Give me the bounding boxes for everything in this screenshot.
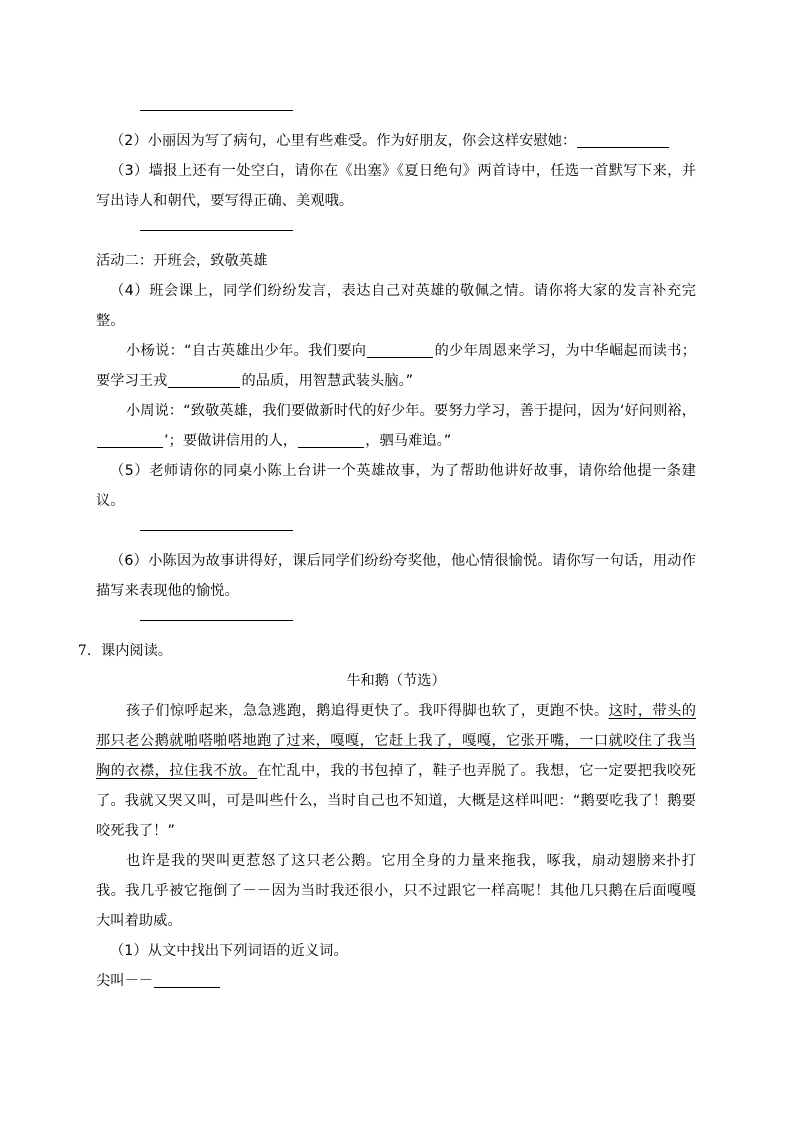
question-7-title: 课内阅读。: [101, 643, 172, 659]
question-2-text: （2）小丽因为写了病句，心里有些难受。作为好朋友，你会这样安慰她：: [110, 133, 577, 149]
answer-blank-xiaoyang-2[interactable]: [168, 387, 240, 388]
speech-xiaoyang-part2: 的少年周恩来学习，为中华崛起而读书；要学习王戎: [96, 343, 696, 389]
question-2: [96, 126, 696, 156]
passage-p1-pre: 孩子们惊呼起来，急急逃跑，鹅追得更快了。我吓得脚也软了，更跑不快。: [126, 703, 609, 719]
passage-p1-underlined: 这时，带头的那只老公鹅就啪嗒啪嗒地跑了过来，嘎嘎，它赶上我了，嘎嘎，它张开嘴，一口就咬住了我当胸的衣襟，拉住我不放。: [96, 703, 696, 779]
answer-rule-q3[interactable]: [96, 216, 696, 246]
passage-paragraph-1: [96, 696, 696, 846]
question-4: （4）班会课上，同学们纷纷发言，表达自己对英雄的敬佩之情。请你将大家的发言补充完整。: [96, 283, 696, 329]
speech-xiaoyang-part1: 小杨说：“自古英雄出少年。我们要向: [126, 343, 367, 359]
answer-blank-xiaoyang-1[interactable]: [367, 357, 433, 358]
answer-blank-q2[interactable]: [577, 147, 669, 148]
synonym-item-1: [96, 966, 696, 996]
speech-xiaozhou: [96, 396, 696, 456]
answer-blank-xiaozhou-2[interactable]: [298, 447, 364, 448]
answer-blank-synonym-1[interactable]: [154, 987, 220, 988]
question-5: （5）老师请你的同桌小陈上台讲一个英雄故事，为了帮助他讲好故事，请你给他提一条建议。: [96, 463, 696, 509]
article-title: 牛和鹅（节选）: [346, 673, 446, 689]
answer-blank-xiaozhou-1[interactable]: [97, 447, 163, 448]
speech-xiaozhou-part3: ，驷马难追。”: [365, 433, 452, 449]
page-content: [78, 96, 696, 996]
speech-xiaozhou-part2: ’；要做讲信用的人，: [164, 433, 298, 449]
question-3: （3）墙报上还有一处空白，请你在《出塞》《夏日绝句》两首诗中，任选一首默写下来，并写出诗人和朝代，要写得正确、美观哦。: [96, 163, 696, 209]
passage-paragraph-2: 也许是我的哭叫更惹怒了这只老公鹅。它用全身的力量来拖我，啄我，扇动翅膀来扑打我。我几乎被它拖倒了－－因为当时我还很小，只不过跟它一样高呢！其他几只鹅在后面嘎嘎大叫着助威。: [96, 853, 696, 929]
answer-rule-q6[interactable]: [96, 606, 696, 636]
synonym-item-1-label: 尖叫－－: [96, 973, 154, 989]
passage-p1-post: 在忙乱中，我的书包掉了，鞋子也弄脱了。我想，它一定要把我咬死了。我就又哭又叫，可是叫些什么，当时自己也不知道，大概是这样叫吧：“鹅要吃我了！鹅要咬死我了！”: [96, 763, 696, 839]
question-7-heading: [78, 636, 696, 666]
question-6: （6）小陈因为故事讲得好，课后同学们纷纷夸奖他，他心情很愉悦。请你写一句话，用动作描写来表现他的愉悦。: [96, 553, 696, 599]
question-7-number: 7．: [78, 643, 102, 659]
speech-xiaozhou-part1: 小周说：“致敬英雄，我们要做新时代的好少年。要努力学习，善于提问，因为‘好问则裕，: [126, 403, 696, 419]
activity-2-title: 活动二：开班会，致敬英雄: [96, 253, 268, 269]
question-7-sub-1: （1）从文中找出下列词语的近义词。: [110, 943, 348, 959]
speech-xiaoyang-part3: 的品质，用智慧武装头脑。”: [241, 373, 414, 389]
speech-xiaoyang: [96, 336, 696, 396]
answer-rule-top[interactable]: [96, 96, 696, 126]
answer-rule-q5[interactable]: [96, 516, 696, 546]
